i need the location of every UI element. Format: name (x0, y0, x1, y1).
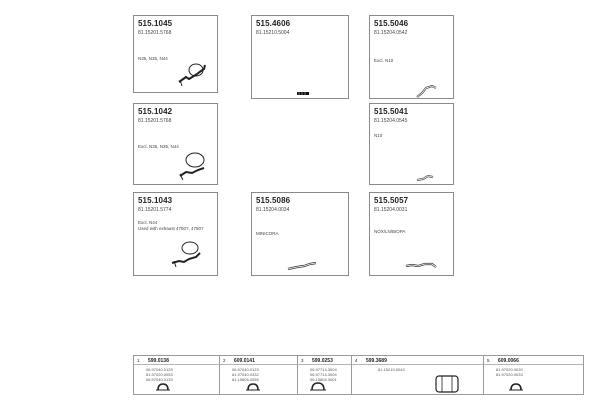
fitting-line: 81.97040.0332 (232, 372, 259, 377)
part-note: N10 (374, 133, 383, 138)
fitting-cell-3[interactable] (298, 356, 352, 394)
bent-pipe-icon (370, 104, 455, 186)
part-note: Excl. N10 (374, 58, 394, 63)
fitting-index: 1 (137, 358, 140, 363)
oem-number: 81.15210.5004 (256, 30, 290, 36)
oem-number: 81.15204.0031 (374, 207, 408, 213)
part-number: 515.4606 (256, 19, 291, 28)
clamp-icon (298, 356, 352, 394)
oem-number: 81.15201.5768 (138, 30, 172, 36)
part-number: 515.5086 (256, 196, 291, 205)
fitting-cell-4[interactable] (352, 356, 484, 394)
fitting-line: 06.97040.0123 (232, 367, 259, 372)
clamp-icon (220, 356, 298, 394)
fitting-code: 599.3689 (366, 358, 387, 364)
fitting-index: 2 (223, 358, 226, 363)
fitting-line: 06.15804.3001 (310, 377, 337, 382)
exhaust-pipe-icon (134, 16, 219, 94)
fitting-line: 06.97714.3004 (310, 372, 337, 377)
bent-pipe-icon (370, 16, 455, 100)
part-note-secondary: Used with exhaust 4750?, 4750? (138, 226, 204, 231)
fitting-line: 81.97020.0033 (496, 372, 523, 377)
curved-pipe-icon (370, 193, 455, 277)
oem-number: 81.15201.5768 (138, 118, 172, 124)
part-card-3[interactable] (369, 15, 454, 99)
oem-number: 81.15204.0542 (374, 30, 408, 36)
part-number: 515.5041 (374, 107, 409, 116)
part-number: 515.1043 (138, 196, 173, 205)
oem-number: 81.15201.5774 (138, 207, 172, 213)
exhaust-pipe-icon (134, 104, 219, 186)
fittings-table (133, 355, 584, 395)
fitting-code: 609.0141 (234, 358, 255, 364)
fitting-index: 4 (355, 358, 358, 363)
clamp-icon (484, 356, 583, 394)
fitting-line: 06.97040.0133 (146, 377, 173, 382)
part-note: Excl. N35, N35, N44 (138, 144, 179, 149)
part-card-5[interactable] (369, 103, 454, 185)
oem-number: 81.15204.0545 (374, 118, 408, 124)
fitting-code: 599.0138 (148, 358, 169, 364)
part-card-4[interactable] (133, 103, 218, 185)
part-note: Excl. N44 (138, 220, 158, 225)
fitting-line: 06.97040.0125 (146, 367, 173, 372)
fitting-cell-2[interactable] (220, 356, 298, 394)
part-card-1[interactable] (133, 15, 218, 93)
fitting-cell-5[interactable] (484, 356, 583, 394)
fitting-line: 81.15805.0055 (232, 377, 259, 382)
part-card-2[interactable] (251, 15, 349, 99)
part-card-7[interactable] (251, 192, 349, 276)
clamp-icon (134, 356, 220, 394)
flex-pipe-icon (252, 16, 350, 100)
fitting-index: 5 (487, 358, 490, 363)
part-note: NOX/LN/BIOPA (374, 229, 406, 234)
fitting-code: 599.0253 (312, 358, 333, 364)
fitting-index: 3 (301, 358, 304, 363)
part-card-6[interactable] (133, 192, 218, 276)
part-number: 515.1045 (138, 19, 173, 28)
exhaust-pipe-icon (134, 193, 219, 277)
fitting-line: 81.97020.0053 (146, 372, 173, 377)
sleeve-icon (352, 356, 484, 394)
fitting-code: 609.0066 (498, 358, 519, 364)
fitting-cell-1[interactable] (134, 356, 220, 394)
fitting-line: 81.15210.0043 (378, 367, 405, 372)
fitting-line: 81.97020.0020 (496, 367, 523, 372)
fitting-line: 06.97714.3004 (310, 367, 337, 372)
part-number: 515.5046 (374, 19, 409, 28)
part-number: 515.5057 (374, 196, 409, 205)
part-number: 515.1042 (138, 107, 173, 116)
curved-pipe-icon (252, 193, 350, 277)
oem-number: 81.15204.0034 (256, 207, 290, 213)
part-note: N35, N35, N44 (138, 56, 168, 61)
part-card-8[interactable] (369, 192, 454, 276)
part-note: MINICORA (256, 231, 279, 236)
